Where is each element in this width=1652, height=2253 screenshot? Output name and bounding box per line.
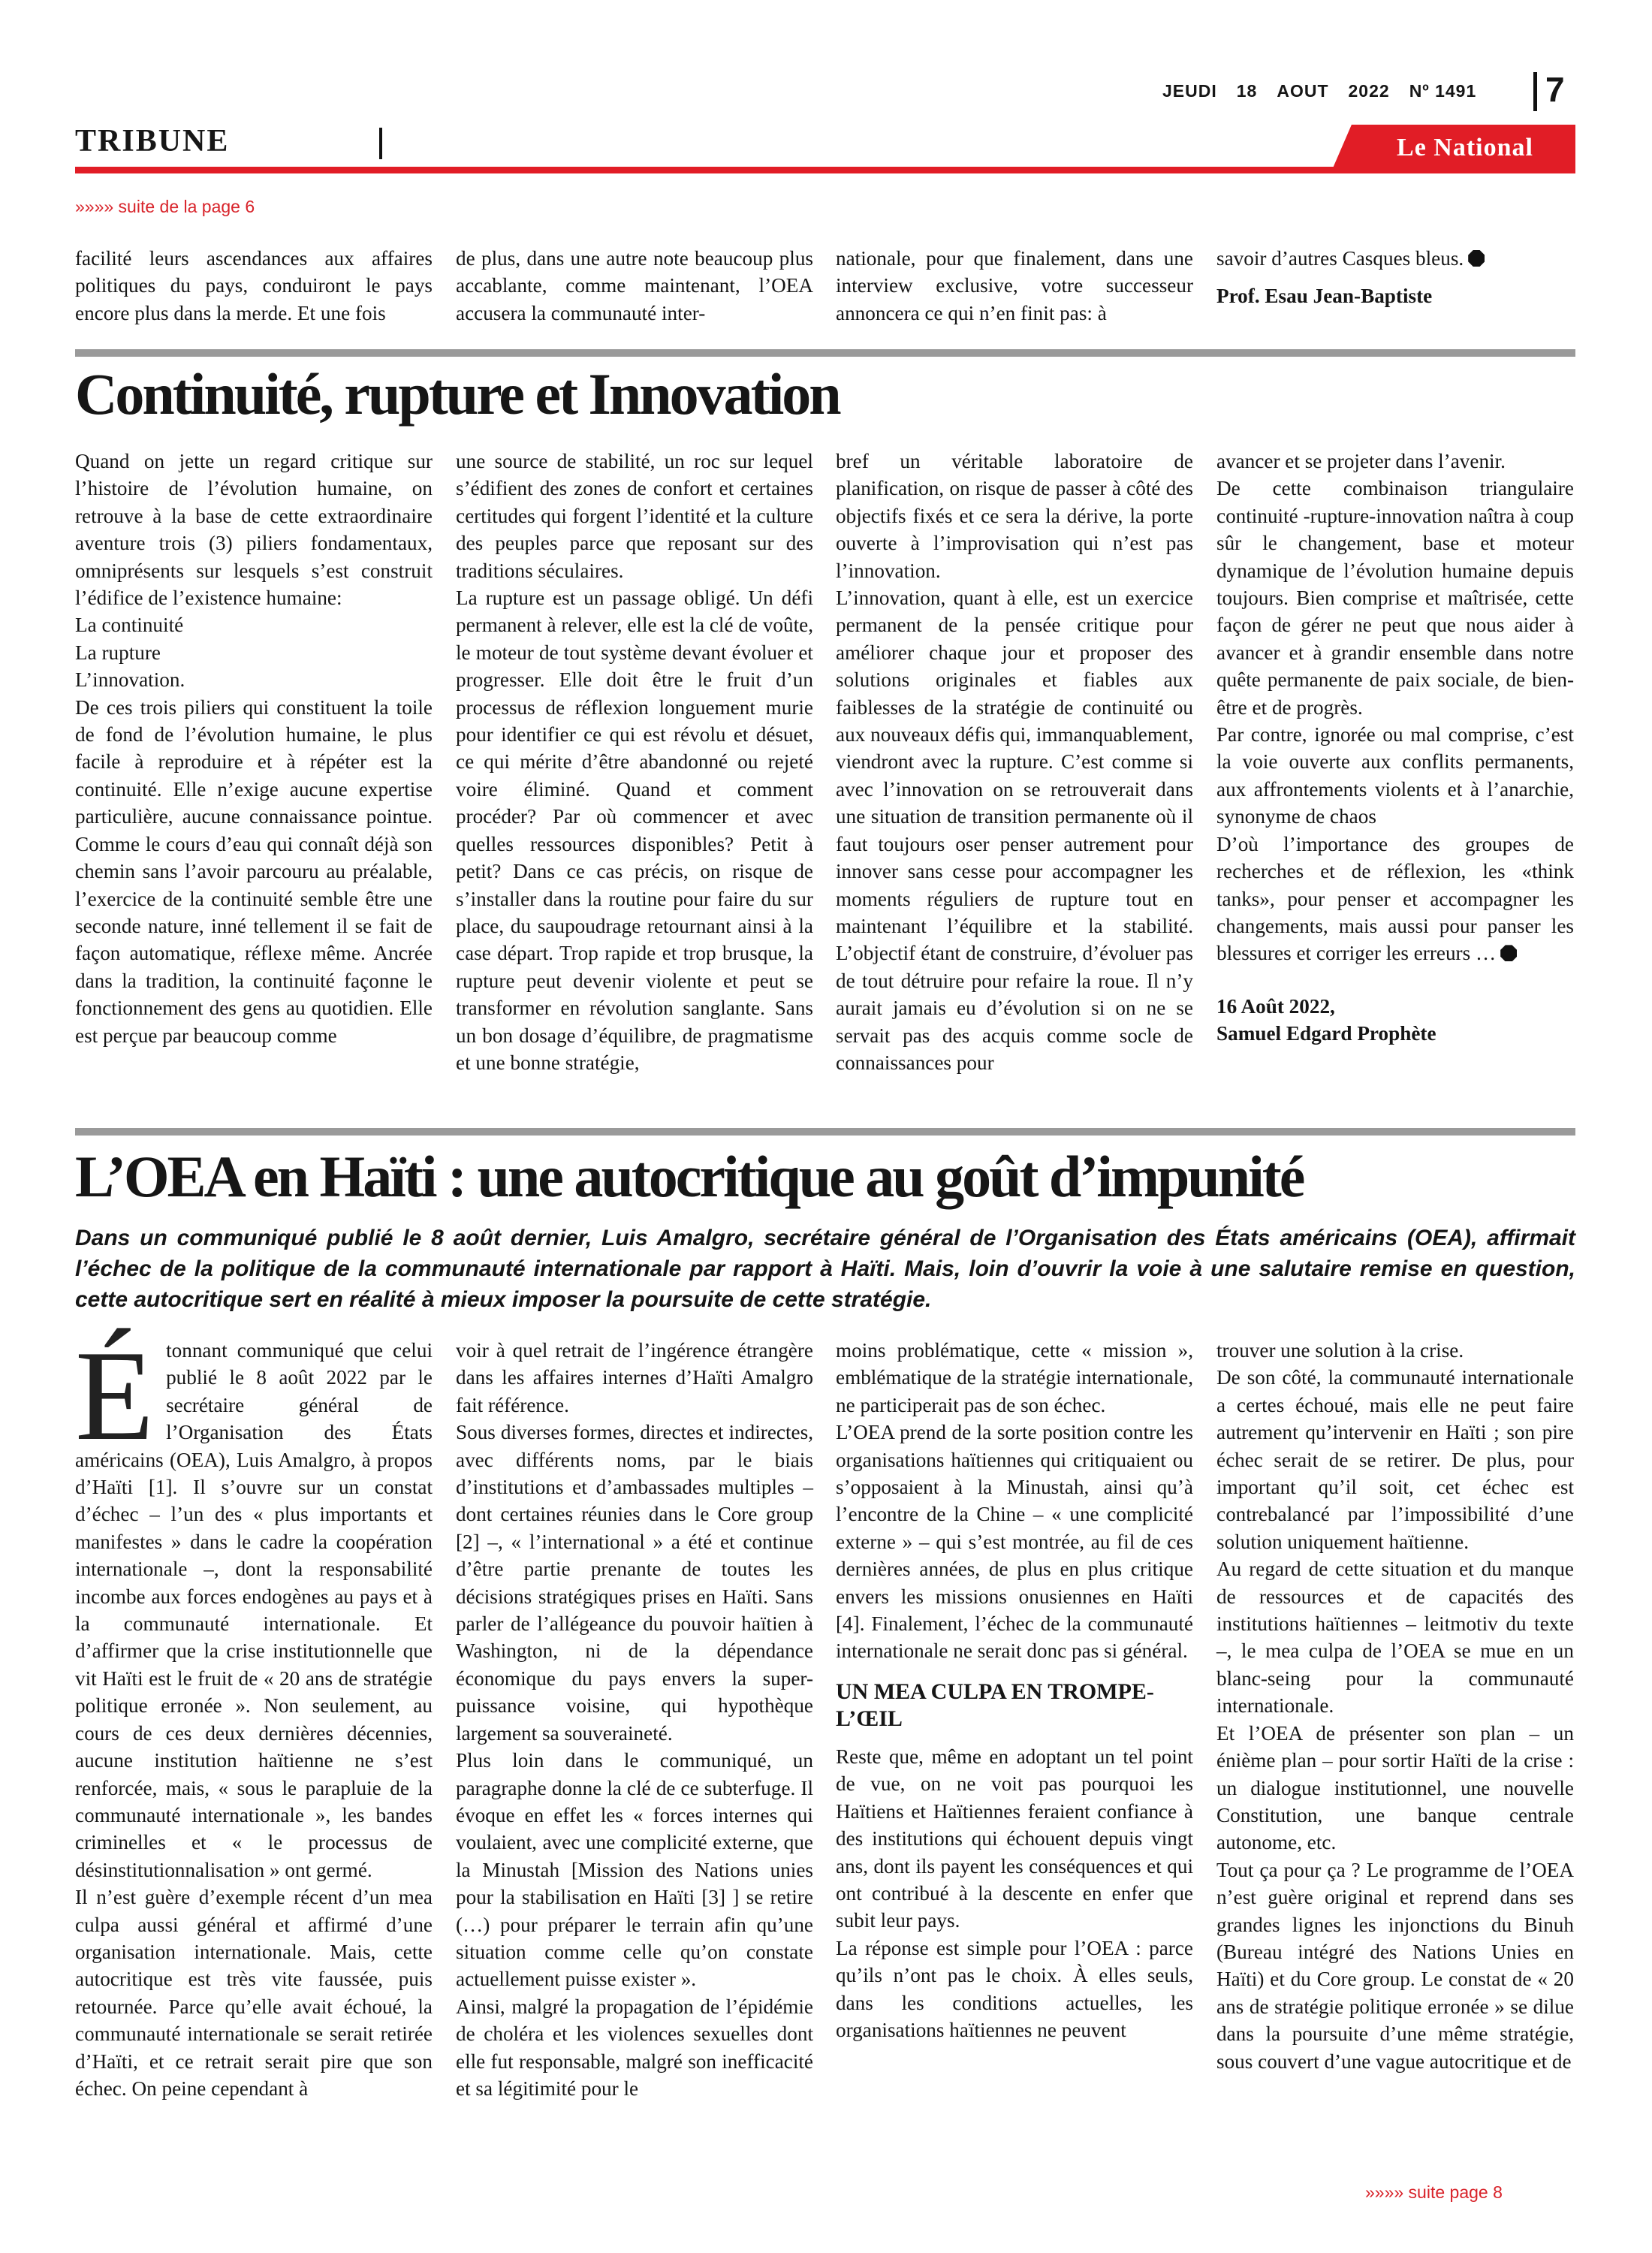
header-divider: [1533, 72, 1537, 111]
article1-col-4: [1216, 448, 1574, 1048]
paragraph: tonnant communiqué que celui publié le 8 août 2022 par le secrétaire général de l’Organisation des États américains (OEA), Luis Amalgro, à propos d’Haïti [1]. Il s’ouvre sur un constat d’échec – l’un des « plus importants et manifestes » dans le cadre la coopération internationale –, dont la responsabilité incombe aux forces endogènes au pays et à la communauté internationale. Et d’affirmer que la crise institutionnelle que vit Haïti est le fruit de « 20 ans de stratégie politique erronée ». Non seulement, au cours de ces deux dernières décennies, aucune institution haïtienne ne s’est renforcée, mais, « sous le parapluie de la communauté internationale », les bandes criminelles et « le processus de désinstitutionnalisation » ont germé.: [75, 1339, 433, 1881]
paragraph: L’innovation, quant à elle, est un exercice permanent de la pensée critique pour améliorer chaque jour et proposer des solutions originales et fiables aux faiblesses de la stratégie de continuité ou aux nouveaux défis qui, immanquablement, viendront avec la rupture. C’est comme si avec l’innovation on se retrouverait dans une situation de transition permanente où il faut toujours oser penser autrement pour innover sans cesse pour accompagner les moments réguliers de rupture tout en maintenant l’équilibre et la stabilité. L’objectif étant de construire, d’évoluer pas de tout détruire pour refaire la roue. Il n’y aurait jamais eu d’évolution si on ne se servait pas des acquis comme socle de connaissances pour: [836, 587, 1193, 1074]
prev-col-4-text: savoir d’autres Casques bleus.: [1216, 247, 1464, 270]
paragraph: De son côté, la communauté internationale a certes échoué, mais elle ne peut faire autrement qu’intervenir en Haïti ; son pire échec serait de se retirer. De plus, pour important qu’il soit, cet échec est contrebalancé par l’impossibilité d’une solution uniquement haïtienne.: [1216, 1366, 1574, 1553]
paragraph: Reste que, même en adoptant un tel point de vue, on ne voit pas pourquoi les Haïtiens et Haïtiennes feraient confiance à des institutions qui échouent depuis vingt ans, dont ils payent les conséquences et qui ont contribué à la descente en enfer que subit leur pays.: [836, 1745, 1193, 1932]
article2-title: L’OEA en Haïti : une autocritique au goût d’impunité: [75, 1144, 1304, 1209]
paragraph: De cette combinaison triangulaire continuité -rupture-innovation naîtra à coup sûr le changement, base et moteur dynamique de l’évolution humaine depuis toujours. Bien comprise et maîtrisée, cette façon de gérer ne peut que nous aider à avancer et à grandir ensemble dans notre quête permanente de paix sociale, de bien-être et de progrès.: [1216, 477, 1574, 719]
list-item: La rupture: [75, 641, 161, 664]
paragraph: bref un véritable laboratoire de planification, on risque de passer à côté des objectifs fixés et ce sera la dérive, la porte ouverte à l’improvisation qui n’est pas l’innovation.: [836, 450, 1193, 582]
article2-col-4: [1216, 1337, 1574, 2075]
drop-cap: É: [75, 1325, 155, 1467]
paper-name: Le National: [1397, 134, 1533, 161]
date-number: 18: [1236, 81, 1258, 101]
paragraph: Et l’OEA de présenter son plan – un énième plan – pour sortir Haïti de la crise : un dialogue institutionnel, une nouvelle Constitution, une banque centrale autonome, etc.: [1216, 1721, 1574, 1854]
article1-date: 16 Août 2022,: [1216, 994, 1335, 1018]
section-divider: [379, 128, 382, 159]
paragraph: Il n’est guère d’exemple récent d’un mea culpa aussi général et affirmé d’une organisation internationale. Mais, cette autocritique est très vite faussée, puis retournée. Parce qu’elle avait échoué, la communauté internationale se serait retirée d’Haïti, et ce retrait serait pire que son échec. On peine cependant à: [75, 1886, 433, 2100]
article1-author: Samuel Edgard Prophète: [1216, 1022, 1436, 1045]
dateline: [1162, 81, 1476, 101]
header-rule: [75, 167, 1575, 173]
paragraph: moins problématique, cette « mission », emblématique de la stratégie internationale, ne participerait pas de son échec.: [836, 1339, 1193, 1416]
prev-col-1: [75, 245, 433, 327]
paragraph: Tout ça pour ça ? Le programme de l’OEA n’est guère original et reprend dans ses grandes lignes les injonctions du Binuh (Bureau intégré des Nations Unies en Haïti) et du Core group. Le constat de « 20 ans de stratégie politique erronée » se dilue dans la poursuite d’une même stratégie, sous couvert d’une vague autocritique et de: [1216, 1858, 1574, 2073]
paragraph: Plus loin dans le communiqué, un paragraphe donne la clé de ce subterfuge. Il évoque en effet les « forces internes qui voulaient, avec une complicité externe, que la Minustah [Mission des Nations unies pour la stabilisation en Haïti [3] ] se retire (…) pour préparer le terrain afin qu’une situation comme celle qu’on constate actuellement puisse exister ».: [456, 1749, 813, 1991]
article1-title: Continuité, rupture et Innovation: [75, 361, 840, 427]
continued-from: »»»» suite de la page 6: [75, 197, 255, 216]
paragraph: avancer et se projeter dans l’avenir.: [1216, 450, 1506, 472]
end-mark-icon: [1468, 250, 1485, 267]
article1-col-1: [75, 448, 433, 1049]
paragraph: De ces trois piliers qui constituent la toile de fond de l’évolution humaine, le plus facile à reproduire et à répéter est la continuité. Elle n’exige aucune expertise particulière, aucune connaissance pointue. Comme le cours d’eau qui connaît déjà son chemin sans l’avoir parcouru au préalable, l’exercice de la continuité semble être une seconde nature, inné tellement il se fait de façon automatique, réflexe même. Ancrée dans la tradition, la continuité façonne le fonctionnement des gens au quotidien. Elle est perçue par beaucoup comme: [75, 695, 433, 1047]
prev-col-2-text: de plus, dans une autre note beaucoup plus accablante, comme maintenant, l’OEA accusera la communauté inter-: [456, 247, 813, 324]
date-month: AOUT: [1277, 81, 1329, 101]
continued-on: »»»» suite page 8: [1365, 2182, 1503, 2202]
subheading: UN MEA CULPA EN TROMPE-L’ŒIL: [836, 1678, 1154, 1731]
article1-col-3: [836, 448, 1193, 1076]
prev-col-3: [836, 245, 1193, 327]
paragraph: Par contre, ignorée ou mal comprise, c’est la voie ouverte aux conflits permanents, aux affrontements violents et à l’anarchie, synonyme de chaos: [1216, 723, 1574, 828]
list-item: L’innovation.: [75, 668, 185, 692]
prev-col-3-text: nationale, pour que finalement, dans une interview exclusive, votre successeur annoncera ce qui n’en finit pas: à: [836, 247, 1193, 324]
list-item: La continuité: [75, 614, 184, 637]
prev-col-1-text: facilité leurs ascendances aux affaires politiques du pays, conduiront le pays encore plus dans la merde. Et une fois: [75, 247, 433, 324]
paragraph: Quand on jette un regard critique sur l’histoire de l’évolution humaine, on retrouve à la base de cette extraordinaire aventure trois (3) piliers fondamentaux, omniprésents sur lesquels s’est construit l’édifice de l’existence humaine:: [75, 450, 433, 610]
article2-col-1: [75, 1325, 433, 2102]
date-year: 2022: [1348, 81, 1390, 101]
paragraph: Sous diverses formes, directes et indirectes, avec différents noms, par le biais d’institutions et d’ambassades multiples – dont certaines réunies dans le Core group [2] –, « l’international » a été et continue d’être partie prenante de toutes les décisions stratégiques prises en Haïti. Sans parler de l’allégeance du pouvoir haïtien à Washington, ni de la dépendance économique du pays envers la super-puissance voisine, qui hypothèque largement sa souveraineté.: [456, 1421, 813, 1745]
paragraph: Au regard de cette situation et du manque de ressources et de capacités des institutions haïtiennes – leitmotiv du texte –, le mea culpa de l’OEA se mue en un blanc-seing pour la communauté internationale.: [1216, 1558, 1574, 1718]
paragraph: L’OEA prend de la sorte position contre les organisations haïtiennes qui critiquaient ou s’opposaient à la Minustah, ainsi qu’à l’encontre de la Chine – « une complicité externe » – qui s’est montrée, au fil de ces dernières années, de plus en plus critique envers les missions onusiennes en Haïti [4]. Finalement, l’échec de la communauté internationale ne serait donc pas si général.: [836, 1421, 1193, 1663]
article-separator: [75, 349, 1575, 357]
section-title: TRIBUNE: [75, 124, 230, 158]
paragraph: trouver une solution à la crise.: [1216, 1339, 1464, 1362]
article-separator: [75, 1128, 1575, 1136]
article2-col-3: [836, 1337, 1193, 2043]
paragraph: La rupture est un passage obligé. Un défi permanent à relever, elle est la clé de voûte, le moteur de tout système devant évoluer et progresser. Elle doit être le fruit d’un processus de réflexion longuement murie pour identifier ce qui est révolu et désuet, ce qui mérite d’être abandonné ou rejeté voire éliminé. Quand et comment procéder? Par où commencer et avec quelles ressources disponibles? Petit à petit? Dans ce cas précis, on risque de s’installer dans la routine pour faire du sur place, du saupoudrage retournant ainsi à la case départ. Trop rapide et trop brusque, la rupture peut devenir violente et peut se transformer en révolution sanglante. Sans un bon dosage d’équilibre, de pragmatisme et une bonne stratégie,: [456, 587, 813, 1074]
paragraph: voir à quel retrait de l’ingérence étrangère dans les affaires internes d’Haïti Amalgro fait référence.: [456, 1339, 813, 1416]
date-day: JEUDI: [1162, 81, 1217, 101]
paragraph: La réponse est simple pour l’OEA : parce qu’ils n’ont pas le choix. À elles seuls, dans les conditions actuelles, les organisations haïtiennes ne peuvent: [836, 1936, 1193, 2041]
article2-lead: Dans un communiqué publié le 8 août dernier, Luis Amalgro, secrétaire général de l’Organisation des États américains (OEA), affirmait l’échec de la politique de la communauté internationale par rapport à Haïti. Mais, loin d’ouvrir la voie à une salutaire remise en question, cette autocritique sert en réalité à mieux imposer la poursuite de cette stratégie.: [75, 1226, 1575, 1312]
paragraph: D’où l’importance des groupes de recherches et de réflexion, les «think tanks», pour penser et accompagner les changements, mais aussi pour panser les blessures et corriger les erreurs …: [1216, 832, 1574, 965]
article1-col-2: [456, 448, 813, 1076]
prev-col-2: [456, 245, 813, 327]
issue-number: Nº 1491: [1409, 81, 1477, 101]
article2-col-2: [456, 1337, 813, 2102]
page-number: 7: [1545, 70, 1565, 109]
paragraph: une source de stabilité, un roc sur lequel s’édifient des zones de confort et certaines certitudes qui forgent l’identité et la culture des peuples parce que reposant sur des traditions séculaires.: [456, 450, 813, 582]
prev-author: Prof. Esau Jean-Baptiste: [1216, 285, 1433, 308]
end-mark-icon: [1500, 945, 1517, 961]
paragraph: Ainsi, malgré la propagation de l’épidémie de choléra et les violences sexuelles dont elle fut responsable, malgré son inefficacité et sa légitimité pour le: [456, 1995, 813, 2100]
prev-col-4: [1216, 245, 1574, 310]
